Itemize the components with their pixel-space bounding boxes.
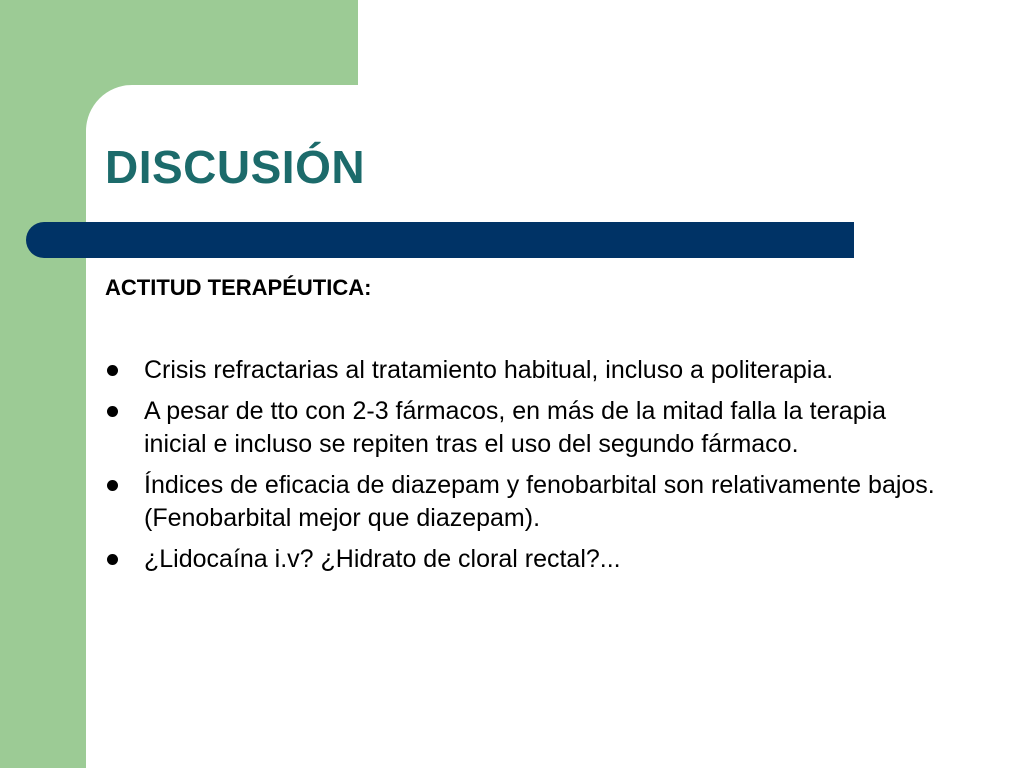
bullet-item	[105, 395, 945, 461]
slide-subtitle: ACTITUD TERAPÉUTICA:	[105, 275, 372, 300]
bullet-text: Crisis refractarias al tratamiento habitual, incluso a politerapia.	[144, 356, 834, 384]
slide-title: DISCUSIÓN	[105, 141, 366, 193]
bullet-text: ¿Lidocaína i.v? ¿Hidrato de cloral rectal?...	[144, 545, 621, 573]
title-divider-bar	[26, 222, 854, 258]
bullet-item	[105, 354, 945, 387]
bullet-dot-icon	[107, 406, 118, 417]
bullet-list	[105, 354, 945, 584]
bullet-item	[105, 469, 945, 535]
bullet-dot-icon	[107, 554, 118, 565]
bullet-item	[105, 543, 945, 576]
bullet-text: A pesar de tto con 2-3 fármacos, en más de la mitad falla la terapia inicial e incluso se repiten tras el uso del segundo fármaco.	[144, 397, 887, 458]
bullet-text: Índices de eficacia de diazepam y fenobarbital son relativamente bajos. (Fenobarbital mejor que diazepam).	[144, 471, 935, 532]
bullet-dot-icon	[107, 365, 118, 376]
bullet-dot-icon	[107, 480, 118, 491]
